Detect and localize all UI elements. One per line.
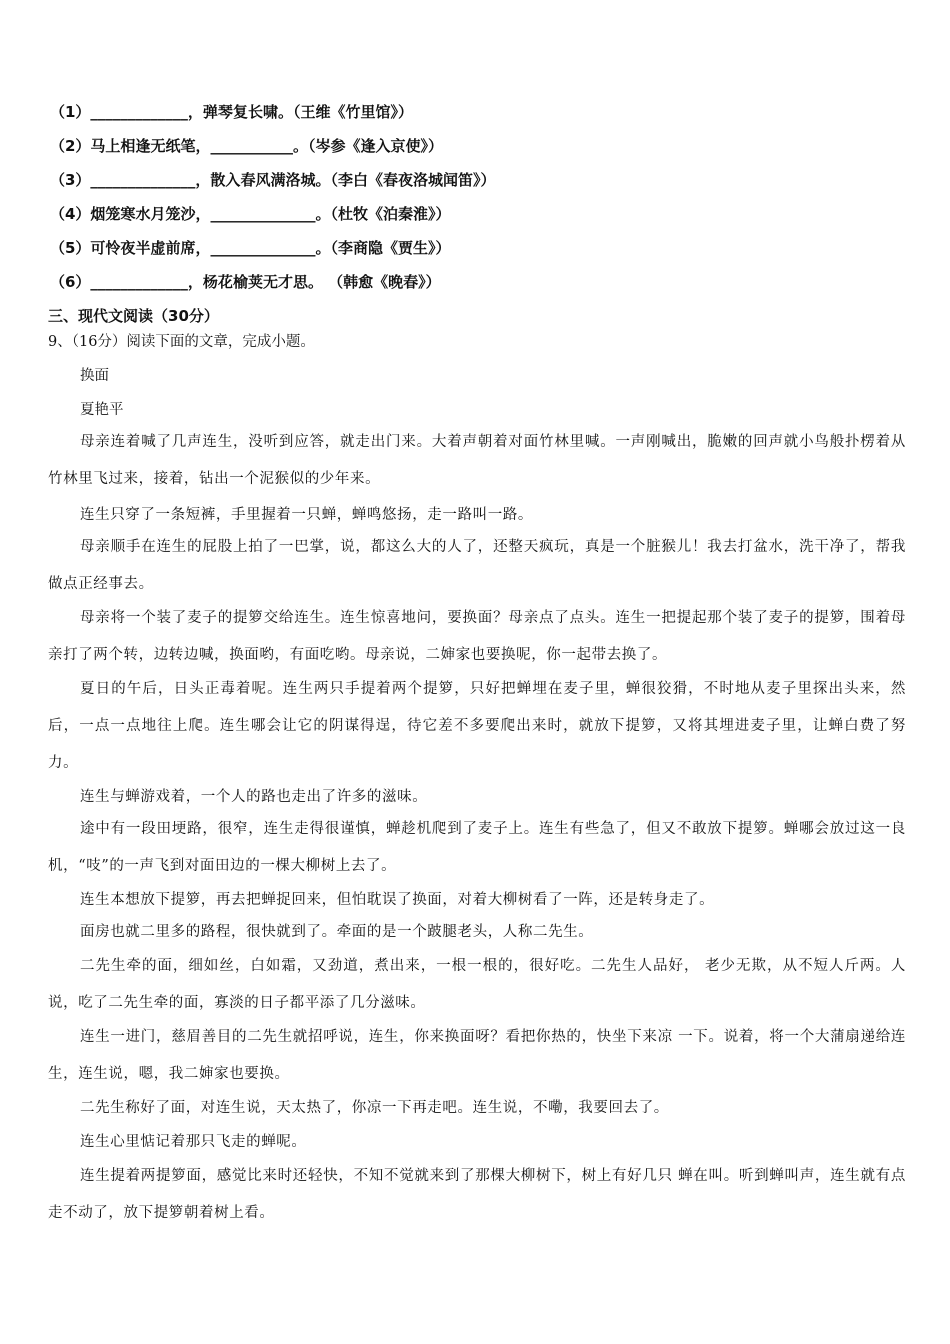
- article-paragraph-12: 二先生称好了面，对连生说，天太热了，你凉一下再走吧。连生说，不嘞，我要回去了。: [80, 1100, 669, 1116]
- fill-in-item-6: （6）_____________，杨花榆荚无才思。 （韩愈《晚春》）: [50, 273, 441, 291]
- fill-in-item-1: （1）_____________，弹琴复长啸。（王维《竹里馆》）: [50, 103, 413, 121]
- article-paragraph-8: 连生本想放下提箩，再去把蝉捉回来，但怕耽误了换面，对着大柳树看了一阵，还是转身走了。: [80, 892, 715, 908]
- article-paragraph-2: 连生只穿了一条短裤，手里握着一只蝉，蝉鸣悠扬，走一路叫一路。: [80, 507, 533, 523]
- article-paragraph-6: 连生与蝉游戏着，一个人的路也走出了许多的滋味。: [80, 789, 428, 805]
- article-paragraph-7: 途中有一段田埂路，很窄，连生走得很谨慎，蝉趁机爬到了麦子上。连生有些急了，但又不敢放下提箩。蝉哪会放过这一良机，“吱”的一声飞到对面田边的一棵大柳树上去了。: [48, 821, 906, 874]
- article-paragraph-13: 连生心里惦记着那只飞走的蝉呢。: [80, 1134, 307, 1150]
- article-paragraph-14: 连生提着两提箩面，感觉比来时还轻快，不知不觉就来到了那棵大柳树下，树上有好几只 蝉在叫。听到蝉叫声，连生就有点走不动了，放下提箩朝着树上看。: [48, 1168, 906, 1221]
- fill-in-item-2: （2）马上相逢无纸笔，___________。（岑参《逢入京使》）: [50, 137, 443, 155]
- article-paragraph-10: 二先生牵的面，细如丝，白如霜，又劲道，煮出来，一根一根的，很好吃。二先生人品好， 老少无欺，从不短人斤两。人说，吃了二先生牵的面，寡淡的日子都平添了几分滋味。: [48, 958, 906, 1011]
- article-paragraph-4: 母亲将一个装了麦子的提箩交给连生。连生惊喜地问，要换面？母亲点了点头。连生一把提起那个装了麦子的提箩，围着母亲打了两个转，边转边喊，换面哟，有面吃哟。母亲说，二婶家也要换呢，你一起带去换了。: [48, 610, 906, 663]
- article-paragraph-1: 母亲连着喊了几声连生，没听到应答，就走出门来。大着声朝着对面竹林里喊。一声刚喊出，脆嫩的回声就小鸟般扑楞着从竹林里飞过来，接着，钻出一个泥猴似的少年来。: [48, 434, 906, 487]
- article-author: 夏艳平: [80, 402, 124, 418]
- fill-in-item-5: （5）可怜夜半虚前席，______________。（李商隐《贾生》）: [50, 239, 451, 257]
- article-paragraph-3: 母亲顺手在连生的屁股上拍了一巴掌，说，都这么大的人了，还整天疯玩，真是一个脏猴儿！我去打盆水，洗干净了，帮我做点正经事去。: [48, 539, 906, 592]
- article-paragraph-5: 夏日的午后，日头正毒着呢。连生两只手提着两个提箩，只好把蝉埋在麦子里，蝉很狡猾，不时地从麦子里探出头来，然后，一点一点地往上爬。连生哪会让它的阴谋得逞，待它差不多要爬出来时，就放下提箩，又将其埋进麦子里，让蝉白费了努力。: [48, 681, 906, 771]
- section-title: 三、现代文阅读（30分）: [48, 307, 219, 325]
- article-paragraph-11: 连生一进门，慈眉善目的二先生就招呼说，连生，你来换面呀？看把你热的，快坐下来凉 一下。说着，将一个大蒲扇递给连生，连生说，嗯，我二婶家也要换。: [48, 1029, 906, 1082]
- article-title: 换面: [80, 368, 109, 384]
- question-prompt: 9、（16分）阅读下面的文章，完成小题。: [48, 334, 315, 350]
- article-paragraph-9: 面房也就二里多的路程，很快就到了。牵面的是一个跛腿老头，人称二先生。: [80, 924, 594, 940]
- fill-in-item-4: （4）烟笼寒水月笼沙，______________。（杜牧《泊秦淮》）: [50, 205, 451, 223]
- fill-in-item-3: （3）______________，散入春风满洛城。（李白《春夜洛城闻笛》）: [50, 171, 496, 189]
